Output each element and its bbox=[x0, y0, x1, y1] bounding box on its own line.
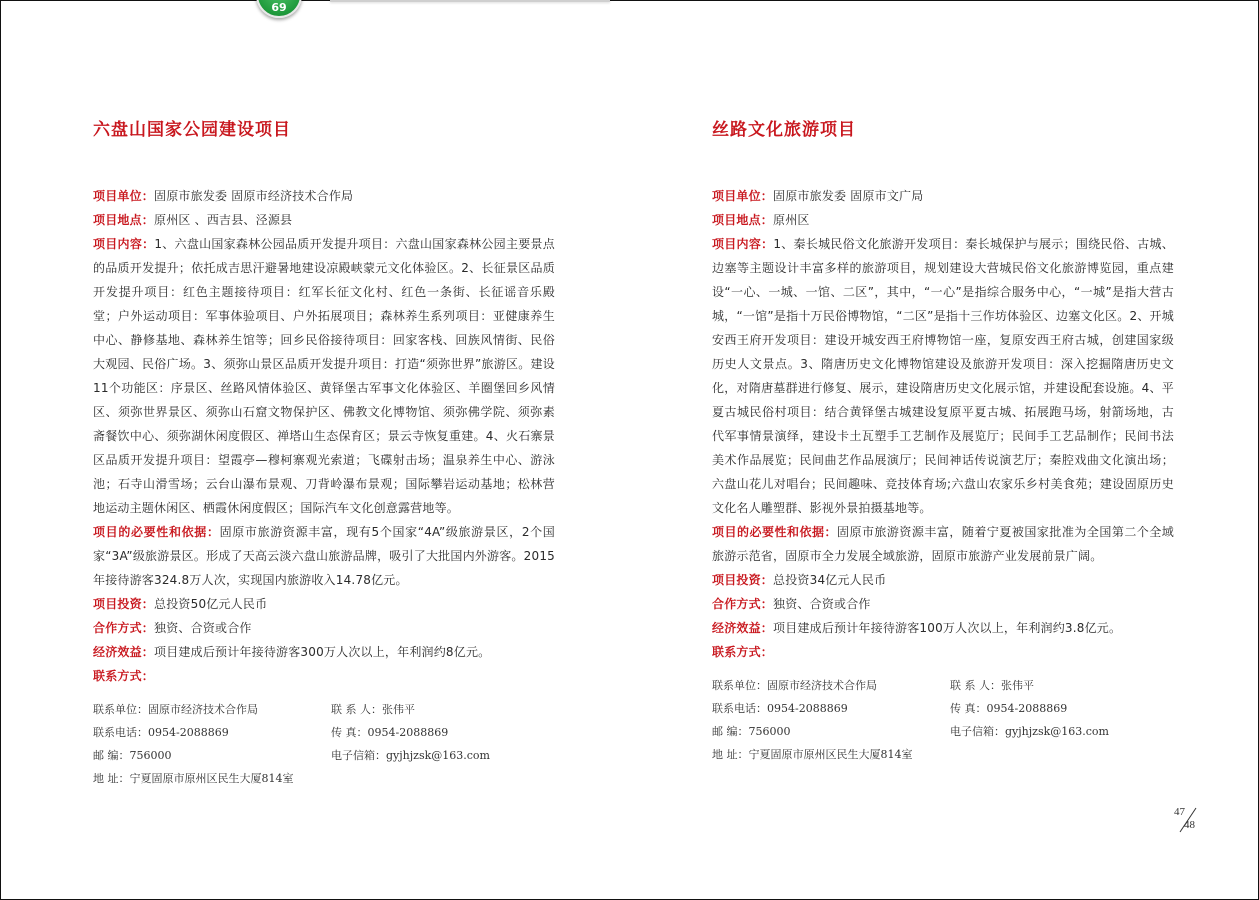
left-contact-block bbox=[93, 698, 555, 790]
right-location bbox=[712, 208, 1174, 232]
right-cooperation bbox=[712, 592, 1174, 616]
location-label: 项目地点： bbox=[93, 213, 155, 227]
contact-fax: 传 真：0954-2088869 bbox=[950, 702, 1068, 715]
contact-phone: 联系电话：0954-2088869 bbox=[712, 702, 848, 715]
page-badge: 69 bbox=[256, 0, 302, 18]
necessity-label: 项目的必要性和依据： bbox=[93, 525, 220, 539]
right-project bbox=[712, 118, 1174, 766]
left-project bbox=[93, 118, 555, 790]
content-label: 项目内容： bbox=[93, 237, 155, 251]
right-project-title: 丝路文化旅游项目 bbox=[712, 120, 856, 140]
contact-phone: 联系电话：0954-2088869 bbox=[93, 726, 229, 739]
necessity-value: 固原市旅游资源丰富，现有5个国家“4A”级旅游景区，2个国家“3A”级旅游景区。形成了天高云淡六盘山旅游品牌，吸引了大批国内外游客。2015年接待游客324.8万人次，实现国内旅游收入14.78亿元。 bbox=[93, 525, 555, 587]
cooperation-label: 合作方式： bbox=[712, 597, 774, 611]
contact-address: 地 址：宁夏固原市原州区民生大厦814室 bbox=[93, 772, 294, 785]
contact-zip: 邮 编：756000 bbox=[712, 725, 791, 738]
contact-fax: 传 真：0954-2088869 bbox=[331, 726, 449, 739]
contact-zip: 邮 编：756000 bbox=[93, 749, 172, 762]
unit-value: 固原市旅发委 固原市经济技术合作局 bbox=[154, 189, 354, 203]
cooperation-label: 合作方式： bbox=[93, 621, 155, 635]
top-rule bbox=[330, 0, 610, 2]
left-project-title: 六盘山国家公园建设项目 bbox=[93, 120, 291, 140]
left-content bbox=[93, 232, 555, 520]
left-location bbox=[93, 208, 555, 232]
investment-value: 总投资34亿元人民币 bbox=[773, 573, 887, 587]
contact-unit: 联系单位：固原市经济技术合作局 bbox=[712, 679, 877, 692]
right-benefit bbox=[712, 616, 1174, 640]
necessity-value: 固原市旅游资源丰富，随着宁夏被国家批准为全国第二个全域旅游示范省，固原市全力发展全域旅游，固原市旅游产业发展前景广阔。 bbox=[712, 525, 1174, 563]
location-value: 原州区 bbox=[773, 213, 810, 227]
content-value: 1、六盘山国家森林公园品质开发提升项目：六盘山国家森林公园主要景点的品质开发提升；依托成吉思汗避暑地建设凉殿峡蒙元文化体验区。2、长征景区品质开发提升项目：红色主题接待项目：红军长征文化村、红色一条街、长征谣音乐殿堂；户外运动项目：军事体验项目、户外拓展项目；森林养生系列项目：亚健康养生中心、静修基地、森林养生馆等；回乡民俗接待项目：回家客栈、回族风情街、民俗大观园、民俗广场。3、须弥山景区品质开发提升项目：打造“须弥世界”旅游区。建设11个功能区：序景区、丝路风情体验区、黄铎堡古军事文化体验区、羊圈堡回乡风情区、须弥世界景区、须弥山石窟文物保护区、佛教文化博物馆、须弥佛学院、须弥素斋餐饮中心、须弥湖休闲度假区、禅塔山生态保育区；景云寺恢复重建。4、火石寨景区品质开发提升项目：望霞亭—穆柯寨观光索道；飞碟射击场；温泉养生中心、游泳池；石寺山滑雪场；云台山瀑布景观、刀背岭瀑布景观；国际攀岩运动基地；松林营地运动主题休闲区、栖霞休闲度假区；国际汽车文化创意露营地等。 bbox=[93, 237, 555, 515]
left-unit bbox=[93, 184, 555, 208]
right-contact-block bbox=[712, 674, 1174, 766]
page-total: 48 bbox=[1184, 819, 1195, 831]
left-contact-heading bbox=[93, 664, 555, 688]
contact-label: 联系方式： bbox=[712, 645, 774, 659]
investment-label: 项目投资： bbox=[93, 597, 155, 611]
right-necessity bbox=[712, 520, 1174, 568]
right-unit bbox=[712, 184, 1174, 208]
right-content bbox=[712, 232, 1174, 520]
page-current: 47 bbox=[1174, 806, 1185, 818]
right-contact-heading bbox=[712, 640, 1174, 664]
left-necessity bbox=[93, 520, 555, 592]
investment-label: 项目投资： bbox=[712, 573, 774, 587]
content-label: 项目内容： bbox=[712, 237, 774, 251]
unit-value: 固原市旅发委 固原市文广局 bbox=[773, 189, 924, 203]
contact-label: 联系方式： bbox=[93, 669, 155, 683]
location-value: 原州区 、西吉县、泾源县 bbox=[154, 213, 293, 227]
contact-address: 地 址：宁夏固原市原州区民生大厦814室 bbox=[712, 748, 913, 761]
benefit-value: 项目建成后预计年接待游客100万人次以上，年利润约3.8亿元。 bbox=[773, 621, 1122, 635]
location-label: 项目地点： bbox=[712, 213, 774, 227]
benefit-value: 项目建成后预计年接待游客300万人次以上，年利润约8亿元。 bbox=[154, 645, 491, 659]
left-cooperation bbox=[93, 616, 555, 640]
contact-email: 电子信箱：gyjhjzsk@163.com bbox=[950, 725, 1109, 738]
cooperation-value: 独资、合资或合作 bbox=[154, 621, 252, 635]
necessity-label: 项目的必要性和依据： bbox=[712, 525, 837, 539]
unit-label: 项目单位： bbox=[712, 189, 774, 203]
content-value: 1、秦长城民俗文化旅游开发项目：秦长城保护与展示；围绕民俗、古城、边塞等主题设计丰富多样的旅游项目，规划建设大营城民俗文化旅游博览园，重点建设“一心、一城、一馆、二区”，其中，“一心”是指综合服务中心，“一城”是指大营古城，“一馆”是指十万民俗博物馆，“二区”是指十三作坊体验区、边塞文化区。2、开城安西王府开发项目：建设开城安西王府博物馆一座，复原安西王府古城，创建国家级历史人文景点。3、隋唐历史文化博物馆建设及旅游开发项目：深入挖掘隋唐历史文化，对隋唐墓群进行修复、展示，建设隋唐历史文化展示馆，并建设配套设施。4、平夏古城民俗村项目：结合黄铎堡古城建设复原平夏古城、拓展跑马场，射箭场地，古代军事情景演绎，建设卡土瓦塑手工艺制作及展览厅；民间手工艺品制作；民间书法美术作品展览；民间曲艺作品展演厅；民间神话传说演艺厅；秦腔戏曲文化演出场；六盘山花儿对唱台；民间趣味、竞技体育场;六盘山农家乐乡村美食苑；建设固原历史文化名人雕塑群、影视外景拍摄基地等。 bbox=[712, 237, 1174, 515]
benefit-label: 经济效益： bbox=[712, 621, 774, 635]
benefit-label: 经济效益： bbox=[93, 645, 155, 659]
left-benefit bbox=[93, 640, 555, 664]
contact-email: 电子信箱：gyjhjzsk@163.com bbox=[331, 749, 490, 762]
contact-person: 联 系 人：张伟平 bbox=[331, 703, 415, 716]
right-investment bbox=[712, 568, 1174, 592]
investment-value: 总投资50亿元人民币 bbox=[154, 597, 268, 611]
unit-label: 项目单位： bbox=[93, 189, 155, 203]
left-investment bbox=[93, 592, 555, 616]
contact-person: 联 系 人：张伟平 bbox=[950, 679, 1034, 692]
page-number bbox=[1170, 806, 1204, 834]
cooperation-value: 独资、合资或合作 bbox=[773, 597, 871, 611]
contact-unit: 联系单位：固原市经济技术合作局 bbox=[93, 703, 258, 716]
